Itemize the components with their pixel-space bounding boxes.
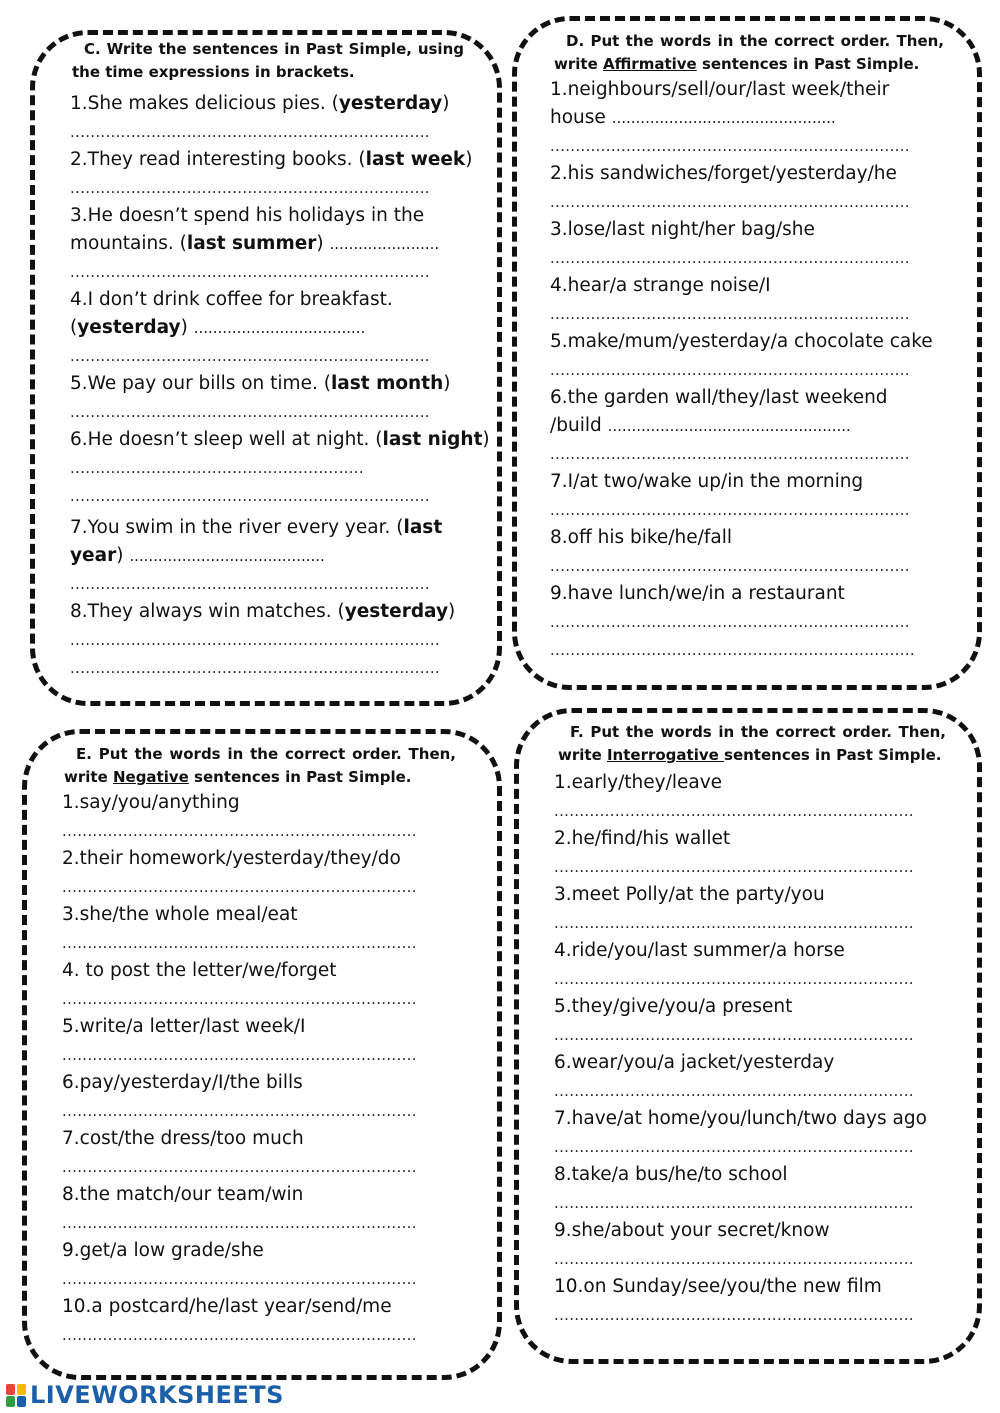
e-item-1-text: 1.say/you/anything [62,792,240,813]
e-answer-1[interactable]: ...................................................................... [62,822,417,840]
d-item-6-text: 6.the garden wall/they/last weekend /build [550,387,888,436]
f-item-1-text: 1.early/they/leave [554,772,723,793]
c-item-2-close: ) [465,149,473,170]
section-d-title-pre: D. Put the words in the correct order. Then, write [554,32,944,73]
d-item-7-text: 7.I/at two/wake up/in the morning [550,471,864,492]
c-item-2-text: 2.They read interesting books. ( [70,149,366,170]
d-item-1-text: 1.neighbours/sell/our/last week/their house [550,79,890,128]
c-item-7 [70,514,460,570]
c-answer-8[interactable]: ......................................................................... [70,659,440,677]
section-d-title-post: sentences in Past Simple. [696,55,920,73]
d-answer-4[interactable]: ....................................................................... [550,305,910,323]
f-answer-3[interactable]: ....................................................................... [554,914,914,932]
e-answer-6[interactable]: ...................................................................... [62,1102,417,1120]
d-item-9 [550,580,958,608]
e-item-4-text: 4. to post the letter/we/forget [62,960,337,981]
d-answer-7[interactable]: ....................................................................... [550,501,910,519]
liveworksheets-logo-text: LIVEWORKSHEETS [30,1381,284,1409]
e-item-10 [62,1293,470,1321]
section-e-title-pre: E. Put the words in the correct order. Then, write [64,745,456,786]
d-item-2-text: 2.his sandwiches/forget/yesterday/he [550,163,897,184]
section-d-title-em: Affirmative [602,55,697,73]
d-item-9-text: 9.have lunch/we/in a restaurant [550,583,845,604]
f-item-6-text: 6.wear/you/a jacket/yesterday [554,1052,835,1073]
c-item-5-text: 5.We pay our bills on time. ( [70,373,331,394]
section-f [544,721,960,1329]
f-item-8-text: 8.take/a bus/he/to school [554,1164,788,1185]
d-item-1 [550,76,940,132]
c-item-3-text: 3.He doesn’t spend his holidays in the mountains. ( [70,205,425,254]
e-item-8-text: 8.the match/our team/win [62,1184,304,1205]
d-item-6 [550,384,920,440]
e-item-8 [62,1181,470,1209]
e-answer-7[interactable]: ...................................................................... [62,1158,417,1176]
c-item-5 [70,370,478,398]
d-answer-2[interactable]: ....................................................................... [550,193,910,211]
f-item-10-text: 10.on Sunday/see/you/the new film [554,1276,882,1297]
f-item-10 [554,1273,960,1301]
f-item-3 [554,881,960,909]
f-item-5 [554,993,960,1021]
c-answer-1[interactable]: ....................................................................... [70,123,430,141]
f-answer-2[interactable]: ....................................................................... [554,858,914,876]
c-answer-5[interactable]: ....................................................................... [70,403,430,421]
d-answer-3[interactable]: ....................................................................... [550,249,910,267]
e-item-10-text: 10.a postcard/he/last year/send/me [62,1296,392,1317]
c-item-5-time: last month [330,373,444,394]
d-item-8-text: 8.off his bike/he/fall [550,527,733,548]
c-answer-2[interactable]: ....................................................................... [70,179,430,197]
c-item-6-time: last night [382,429,483,450]
e-item-6 [62,1069,470,1097]
c-answer-3[interactable]: ....................................................................... [70,263,430,281]
section-c-title: C. Write the sentences in Past Simple, using the time expressions in brackets. [72,40,464,81]
d-item-5 [550,328,958,356]
c-item-1 [70,90,478,118]
d-answer-6[interactable]: ....................................................................... [550,445,910,463]
f-answer-1[interactable]: ....................................................................... [554,802,914,820]
d-answer-6a[interactable]: ................................................... [607,417,851,435]
liveworksheets-logo[interactable] [6,1381,284,1409]
c-item-5-close: ) [443,373,451,394]
e-answer-2[interactable]: ...................................................................... [62,878,417,896]
c-item-7-text: 7.You swim in the river every year. ( [70,517,404,538]
c-answer-7[interactable]: ....................................................................... [70,575,430,593]
c-item-4 [70,286,430,342]
e-item-2 [62,845,470,873]
d-item-4-text: 4.hear/a strange noise/I [550,275,771,296]
c-answer-6a[interactable]: .......................................................... [70,459,364,477]
section-f-title [544,721,960,767]
section-e-title-post: sentences in Past Simple. [188,768,412,786]
d-answer-1[interactable]: ....................................................................... [550,137,910,155]
e-item-9-text: 9.get/a low grade/she [62,1240,264,1261]
f-answer-7[interactable]: ....................................................................... [554,1138,914,1156]
e-answer-5[interactable]: ...................................................................... [62,1046,417,1064]
d-item-3-text: 3.lose/last night/her bag/she [550,219,815,240]
e-item-1 [62,789,470,817]
c-answer-4a[interactable]: .................................... [193,319,366,337]
c-item-4-text: 4.I don’t drink coffee for breakfast. ( [70,289,393,338]
f-answer-10[interactable]: ....................................................................... [554,1306,914,1324]
f-answer-9[interactable]: ....................................................................... [554,1250,914,1268]
f-item-4 [554,937,960,965]
c-item-6 [70,426,490,454]
e-item-4 [62,957,470,985]
c-item-2-time: last week [365,149,466,170]
c-item-3 [70,202,460,258]
liveworksheets-logo-icon [6,1382,28,1408]
f-item-8 [554,1161,960,1189]
section-e-title [50,743,470,789]
section-d-title [540,30,958,76]
f-item-3-text: 3.meet Polly/at the party/you [554,884,825,905]
c-item-7-time: last year [70,517,443,566]
f-answer-6[interactable]: ....................................................................... [554,1082,914,1100]
c-item-1-time: yesterday [338,93,443,114]
c-item-3-close: ) [316,233,324,254]
c-answer-7a[interactable]: ......................................... [129,547,325,565]
f-item-9-text: 9.she/about your secret/know [554,1220,830,1241]
d-answer-1a[interactable]: ............................................... [611,109,836,127]
section-f-title-em: Interrogative [606,746,725,764]
c-item-8-close: ) [448,601,456,622]
c-item-6-text: 6.He doesn’t sleep well at night. ( [70,429,383,450]
f-item-7 [554,1105,960,1133]
f-answer-4[interactable]: ....................................................................... [554,970,914,988]
f-item-1 [554,769,960,797]
e-item-6-text: 6.pay/yesterday/I/the bills [62,1072,303,1093]
e-answer-9[interactable]: ...................................................................... [62,1270,417,1288]
c-answer-6[interactable]: ....................................................................... [70,487,430,505]
f-item-4-text: 4.ride/you/last summer/a horse [554,940,845,961]
d-item-7 [550,468,958,496]
e-item-5 [62,1013,470,1041]
section-f-title-pre: F. Put the words in the correct order. Then, write [558,723,946,764]
c-item-4-time: yesterday [77,317,181,338]
section-c [58,38,490,682]
e-answer-8[interactable]: ...................................................................... [62,1214,417,1232]
e-item-3-text: 3.she/the whole meal/eat [62,904,298,925]
d-item-3 [550,216,958,244]
d-item-8 [550,524,958,552]
f-item-9 [554,1217,960,1245]
f-item-6 [554,1049,960,1077]
e-item-7 [62,1125,470,1153]
e-answer-3[interactable]: ...................................................................... [62,934,417,952]
c-item-1-close: ) [442,93,450,114]
c-item-6-close: ) [482,429,490,450]
f-item-2 [554,825,960,853]
e-item-5-text: 5.write/a letter/last week/I [62,1016,306,1037]
c-item-7-close: ) [116,545,124,566]
d-answer-5[interactable]: ....................................................................... [550,361,910,379]
f-item-7-text: 7.have/at home/you/lunch/two days ago [554,1108,927,1129]
e-item-2-text: 2.their homework/yesterday/they/do [62,848,401,869]
f-answer-8[interactable]: ....................................................................... [554,1194,914,1212]
e-item-7-text: 7.cost/the dress/too much [62,1128,304,1149]
c-item-8-text: 8.They always win matches. ( [70,601,345,622]
d-answer-8[interactable]: ....................................................................... [550,557,910,575]
section-e-title-em: Negative [112,768,189,786]
c-answer-8a[interactable]: ......................................................................... [70,631,440,649]
d-item-2 [550,160,958,188]
section-f-title-post: sentences in Past Simple. [724,746,942,764]
e-answer-4[interactable]: ...................................................................... [62,990,417,1008]
d-item-4 [550,272,958,300]
f-item-5-text: 5.they/give/you/a present [554,996,793,1017]
section-d [540,30,958,664]
c-answer-3a[interactable]: ....................... [329,235,440,253]
d-item-5-text: 5.make/mum/yesterday/a chocolate cake [550,331,933,352]
section-e [50,743,470,1349]
c-answer-4[interactable]: ....................................................................... [70,347,430,365]
e-item-9 [62,1237,470,1265]
e-item-3 [62,901,470,929]
d-answer-9a[interactable]: ....................................................................... [550,613,910,631]
f-item-2-text: 2.he/find/his wallet [554,828,731,849]
d-answer-9[interactable]: ........................................................................ [550,641,915,659]
f-answer-5[interactable]: ....................................................................... [554,1026,914,1044]
c-item-8 [70,598,478,626]
c-item-1-text: 1.She makes delicious pies. ( [70,93,339,114]
c-item-3-time: last summer [186,233,317,254]
e-answer-10[interactable]: ...................................................................... [62,1326,417,1344]
c-item-2 [70,146,478,174]
c-item-8-time: yesterday [344,601,449,622]
c-item-4-close: ) [180,317,188,338]
